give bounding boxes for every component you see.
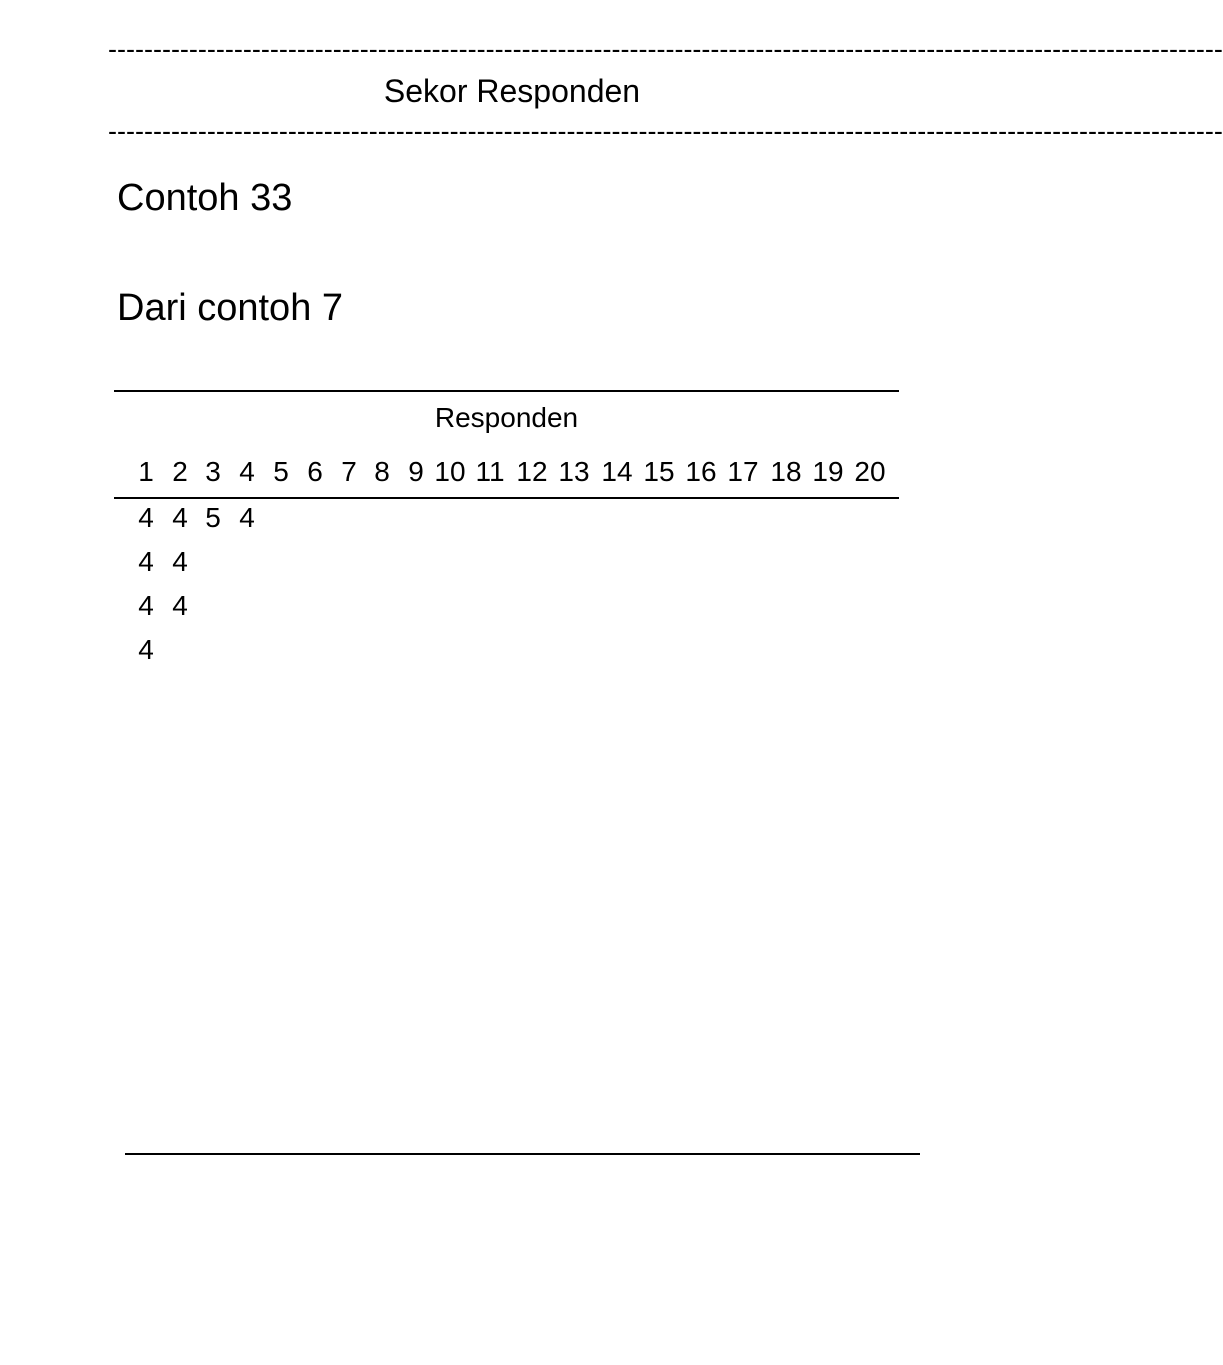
column-header: 1 (138, 456, 154, 487)
column-header: 7 (341, 456, 357, 487)
column-header: 17 (727, 456, 759, 487)
table-header-rule (114, 497, 899, 499)
column-header: 13 (558, 456, 590, 487)
table-cell: 4 (239, 502, 255, 533)
dashed-separator-bottom: ---------------------------------------------------------------------------------------------------------------------------- (108, 116, 1223, 146)
column-header: 12 (516, 456, 548, 487)
source-heading: Dari contoh 7 (117, 287, 344, 329)
column-header: 16 (685, 456, 717, 487)
column-header: 10 (434, 456, 466, 487)
column-header: 8 (374, 456, 390, 487)
table-top-rule (114, 390, 899, 392)
table-cell: 4 (138, 590, 154, 621)
column-header: 6 (307, 456, 323, 487)
banner-title: Sekor Responden (383, 73, 641, 109)
column-header: 20 (854, 456, 886, 487)
column-header: 5 (273, 456, 289, 487)
column-header: 14 (601, 456, 633, 487)
column-header: 4 (239, 456, 255, 487)
example-heading: Contoh 33 (117, 177, 293, 219)
table-cell: 4 (138, 634, 154, 665)
column-header: 15 (643, 456, 675, 487)
dashed-separator-top: ---------------------------------------------------------------------------------------------------------------------------- (108, 34, 1223, 64)
column-header: 11 (475, 456, 505, 487)
column-header: 3 (205, 456, 221, 487)
table-cell: 4 (172, 546, 188, 577)
table-cell: 5 (205, 502, 221, 533)
column-header: 18 (770, 456, 802, 487)
table-title: Responden (434, 402, 579, 433)
column-header: 9 (408, 456, 424, 487)
column-header: 19 (812, 456, 844, 487)
table-cell: 4 (138, 546, 154, 577)
table-cell: 4 (138, 502, 154, 533)
table-bottom-rule (125, 1153, 920, 1155)
table-cell: 4 (172, 590, 188, 621)
column-header: 2 (172, 456, 188, 487)
table-cell: 4 (172, 502, 188, 533)
